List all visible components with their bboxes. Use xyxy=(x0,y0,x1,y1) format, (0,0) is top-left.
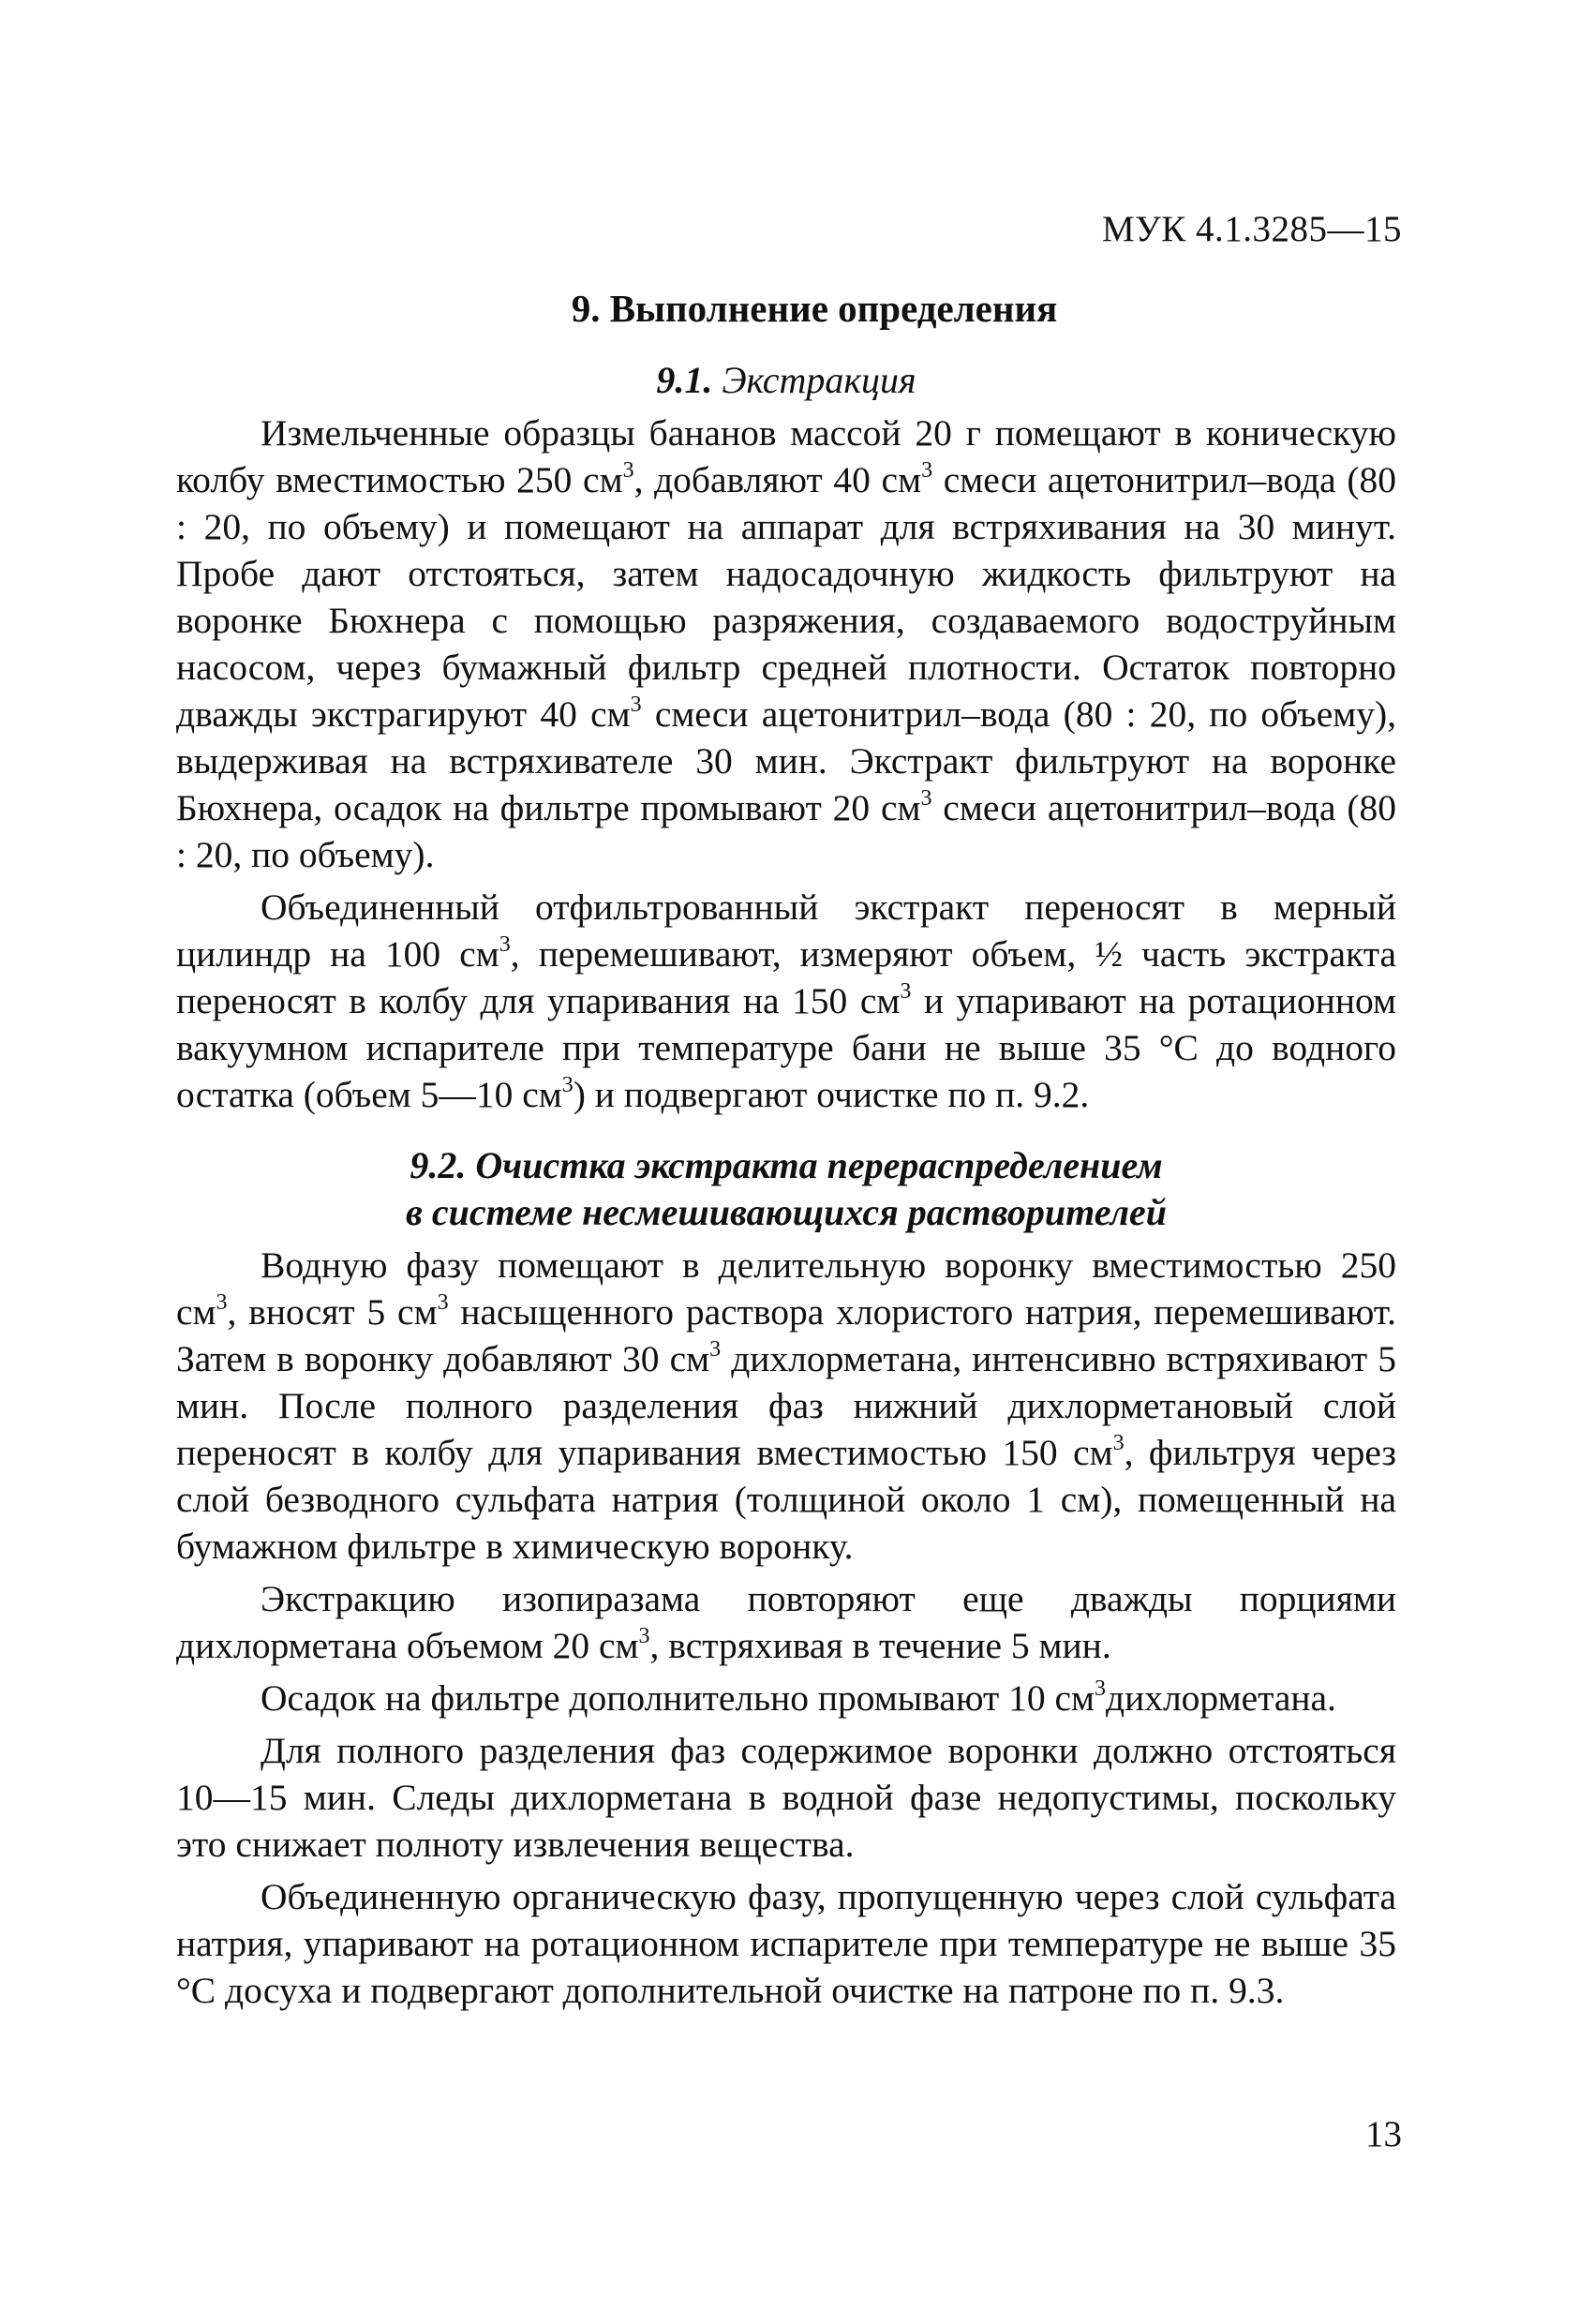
text-run: Измельченные образцы бананов массой 20 г помещают в коническую колбу вместимостью 250 см xyxy=(176,412,1396,500)
document-code: МУК 4.1.3285—15 xyxy=(1101,209,1402,249)
superscript: 3 xyxy=(499,932,511,957)
text-run: , перемешивают, измеряют объем, ½ часть экстракта переносят в колбу для упаривания на 150 см xyxy=(176,933,1397,1021)
text-run: , вносят 5 см xyxy=(227,1291,438,1333)
paragraph-cleanup-5: Объединенную органическую фазу, пропущенную через слой сульфата натрия, упаривают на ротационном испарителе при температуре не выше 35 °С досуха и подвергают дополнительной очистке на патроне по п. 9.3. xyxy=(176,1876,1396,2011)
subsection-title-line: в системе несмешивающихся растворителей xyxy=(405,1191,1168,1233)
text-run: смеси ацетонитрил–вода (80 : 20, по объему) и помещают на аппарат для встряхивания на 30 минут. Пробе дают отстояться, затем надосадочную жидкость фильтруют на воронке Бюхнера с помощью разряжения, создаваемого водоструйным насосом, через бумажный фильтр средней плотности. Остаток повторно дважды экстрагируют 40 см xyxy=(176,459,1396,735)
superscript: 3 xyxy=(921,458,933,483)
superscript: 3 xyxy=(216,1290,228,1315)
text-run: Объединенный отфильтрованный экстракт переносят в мерный цилиндр на 100 см xyxy=(176,886,1396,975)
text-run: и упаривают на ротационном вакуумном испарителе при температуре бани не выше 35 °С до водного остатка (объем 5—10 см xyxy=(176,980,1397,1115)
superscript: 3 xyxy=(920,786,932,811)
subsection-number: 9.1. xyxy=(656,359,713,401)
paragraph-cleanup-2 xyxy=(176,1575,1396,1669)
superscript: 3 xyxy=(437,1290,449,1315)
text-run: , добавляют 40 см xyxy=(633,459,922,500)
text-run: смеси ацетонитрил–вода (80 : 20, по объему). xyxy=(176,787,1396,875)
paragraph-extraction-1 xyxy=(176,410,1396,878)
paragraph-cleanup-3 xyxy=(176,1675,1396,1721)
section-title: 9. Выполнение определения xyxy=(571,287,1058,330)
subsection-title-line: 9.2. Очистка экстракта перераспределением xyxy=(410,1144,1163,1186)
paragraph-extraction-2 xyxy=(176,884,1396,1118)
text-run: , встряхивая в течение 5 мин. xyxy=(649,1625,1111,1666)
text-run: ) и подвергают очистке по п. 9.2. xyxy=(573,1074,1090,1115)
superscript: 3 xyxy=(900,979,912,1004)
subsection-title-text: Экстракция xyxy=(722,359,916,401)
superscript: 3 xyxy=(622,458,634,483)
superscript: 3 xyxy=(709,1337,722,1362)
paragraph-cleanup-1 xyxy=(176,1242,1396,1570)
superscript: 3 xyxy=(1112,1431,1125,1455)
subsection-title-cleanup xyxy=(176,1142,1396,1236)
document-body xyxy=(176,286,1396,2019)
paragraph-cleanup-4: Для полного разделения фаз содержимое воронки должно отстояться 10—15 мин. Следы дихлорметана в водной фазе недопустимы, поскольку это снижает полноту извлечения вещества. xyxy=(176,1730,1396,1865)
subsection-title-extraction xyxy=(176,357,1396,404)
text-run: , фильтруя через слой безводного сульфата натрия (толщиной около 1 см), помещенный на бумажном фильтре в химическую воронку. xyxy=(176,1432,1396,1567)
text-run: Экстракцию изопиразама повторяют еще дважды порциями дихлорметана объемом 20 см xyxy=(176,1578,1396,1666)
page-number: 13 xyxy=(1365,2114,1402,2154)
text-run: Водную фазу помещают в делительную воронку вместимостью 250 см xyxy=(176,1244,1396,1333)
text-run: дихлорметана. xyxy=(1105,1677,1336,1719)
superscript: 3 xyxy=(638,1624,650,1648)
text-run: смеси ацетонитрил–вода (80 : 20, по объему), выдерживая на встряхивателе 30 мин. Экстракт фильтруют на воронке Бюхнера, осадок на фильтре промывают 20 см xyxy=(176,693,1396,828)
text-run: дихлорметана, интенсивно встряхивают 5 мин. После полного разделения фаз нижний дихлорметановый слой переносят в колбу для упаривания вместимостью 150 см xyxy=(176,1338,1396,1473)
superscript: 3 xyxy=(630,693,642,717)
superscript: 3 xyxy=(561,1073,574,1097)
text-run: насыщенного раствора хлористого натрия, перемешивают. Затем в воронку добавляют 30 см xyxy=(176,1291,1396,1379)
superscript: 3 xyxy=(1094,1676,1106,1701)
text-run: Осадок на фильтре дополнительно промывают 10 см xyxy=(261,1677,1095,1719)
